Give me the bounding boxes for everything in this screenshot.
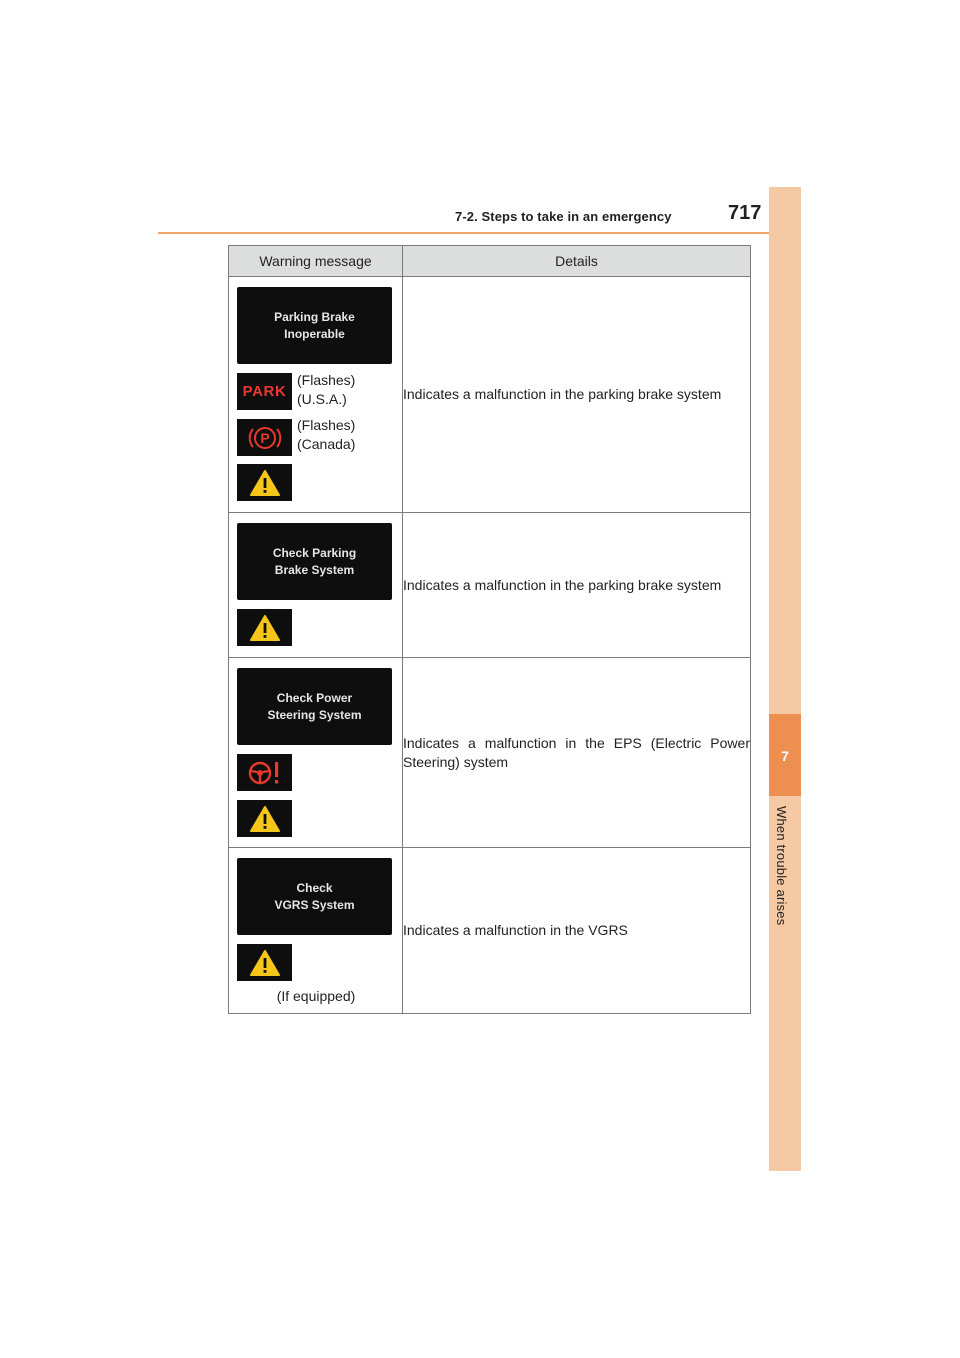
warning-triangle-icon	[237, 609, 292, 646]
chapter-label: When trouble arises	[774, 806, 789, 926]
warning-message-cell	[229, 658, 403, 848]
screen-line: VGRS System	[274, 897, 355, 912]
warning-message-table	[228, 245, 751, 1014]
screen-line: Check Parking	[272, 545, 357, 560]
icon-note-line: (Flashes)	[297, 372, 356, 388]
icon-note	[297, 371, 355, 409]
warning-message-cell	[229, 848, 403, 1014]
chapter-number: 7	[781, 748, 789, 764]
steering-warning-icon	[237, 754, 292, 791]
park-text-label: PARK	[242, 383, 287, 400]
display-message-screen	[237, 858, 392, 935]
icon-note-line: (Flashes)	[297, 417, 356, 433]
display-message-screen	[237, 668, 392, 745]
steering-warning-icon-graphic	[245, 758, 285, 788]
screen-line: Check Power	[276, 690, 353, 705]
if-equipped-note: (If equipped)	[276, 988, 356, 1004]
icon-note-line: (Canada)	[297, 436, 356, 452]
details-cell	[403, 658, 751, 848]
screen-line: Check	[296, 880, 333, 895]
warning-triangle-icon-graphic	[248, 613, 282, 643]
warning-triangle-icon	[237, 800, 292, 837]
screen-line: Parking Brake	[274, 309, 355, 324]
icon-note-line: (U.S.A.)	[297, 391, 347, 407]
circled-p-icon	[237, 419, 292, 456]
details-text: Indicates a malfunction in the parking brake system	[403, 576, 722, 593]
warning-triangle-icon	[237, 464, 292, 501]
svg-text:P: P	[259, 429, 270, 446]
details-text: Indicates a malfunction in the EPS (Electric Power Steering) system	[403, 734, 750, 770]
warning-message-cell	[229, 277, 403, 513]
warning-triangle-icon-graphic	[248, 804, 282, 834]
circled-p-icon-graphic	[248, 423, 282, 453]
header-rule	[158, 232, 800, 234]
section-title: 7-2. Steps to take in an emergency	[455, 209, 672, 224]
chapter-side-tab	[769, 187, 801, 1171]
park-text-icon	[237, 373, 292, 410]
display-message-screen	[237, 287, 392, 364]
table-header-row	[229, 246, 751, 277]
table-row	[229, 277, 751, 513]
screen-line: Brake System	[274, 562, 355, 577]
column-header-details: Details	[403, 246, 751, 277]
screen-line: Steering System	[267, 707, 362, 722]
details-text: Indicates a malfunction in the VGRS	[403, 922, 628, 938]
table-row	[229, 658, 751, 848]
details-text: Indicates a malfunction in the parking brake system	[403, 386, 722, 402]
display-message-screen	[237, 523, 392, 600]
details-cell	[403, 277, 751, 513]
warning-message-cell	[229, 513, 403, 658]
warning-triangle-icon-graphic	[248, 468, 282, 498]
table-row	[229, 513, 751, 658]
details-cell	[403, 513, 751, 658]
page-number: 717	[728, 202, 762, 224]
screen-line: Inoperable	[284, 326, 345, 341]
warning-triangle-icon-graphic	[248, 948, 282, 978]
details-cell	[403, 848, 751, 1014]
column-header-warning-message: Warning message	[229, 246, 403, 277]
warning-triangle-icon	[237, 944, 292, 981]
table-row	[229, 848, 751, 1014]
icon-note	[297, 416, 355, 454]
